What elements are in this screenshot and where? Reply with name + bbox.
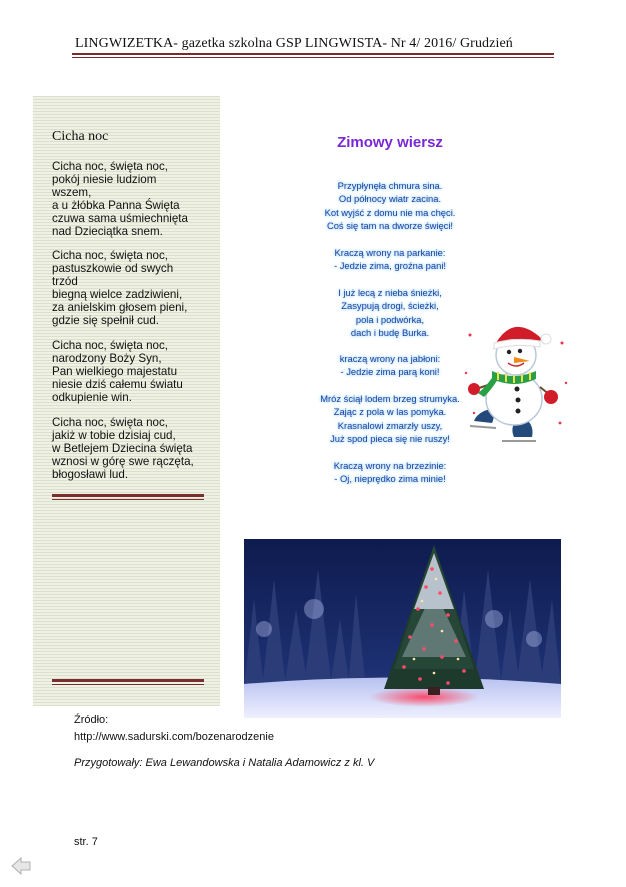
source-url: http://www.sadurski.com/bozenarodzenie bbox=[74, 731, 274, 743]
source-label: Źródło: bbox=[74, 714, 109, 726]
header-divider bbox=[72, 53, 554, 55]
credits-text: Przygotowały: Ewa Lewandowska i Natalia Adamowicz z kl. V bbox=[74, 757, 375, 769]
sidebar-stanza-4: Cicha noc, święta noc, jakiż w tobie dzisiaj cud, w Betlejem Dziecina święta wznosi w górę swe rączęta, błogosławi lud. bbox=[52, 416, 194, 481]
sidebar-divider-bottom bbox=[52, 679, 204, 682]
back-arrow-icon[interactable] bbox=[10, 856, 32, 876]
winter-stanza-1: Przypłynęła chmura sina. Od północy wiatr zacina. Kot wyjść z domu nie ma chęci. Coś się tam na dworze święci! bbox=[324, 180, 456, 232]
sidebar-stanza-3: Cicha noc, święta noc, narodzony Boży Syn, Pan wielkiego majestatu niesie dziś całemu światu odkupienie win. bbox=[52, 339, 183, 404]
sidebar-poem-title: Cicha noc bbox=[52, 129, 109, 144]
christmas-tree-photo bbox=[244, 539, 561, 718]
sidebar-divider-top bbox=[52, 494, 204, 497]
newsletter-header-title: LINGWIZETKA- gazetka szkolna GSP LINGWISTA- Nr 4/ 2016/ Grudzień bbox=[75, 36, 513, 51]
winter-stanza-6: Kraczą wrony na brzezinie: - Oj, nieprędko zima minie! bbox=[333, 460, 447, 485]
winter-stanza-2: Kraczą wrony na parkanie: - Jedzie zima, groźna pani! bbox=[333, 247, 447, 272]
winter-stanza-4: kraczą wrony na jabłoni: - Jedzie zima parą koni! bbox=[339, 353, 441, 378]
sidebar-stanza-2: Cicha noc, święta noc, pastuszkowie od swych trzód biegną wielce zadziwieni, za anielskim głosem pieni, gdzie się spełnił cud. bbox=[52, 249, 188, 327]
winter-stanza-5: Mróz ściął lodem brzeg strumyka. Zając z pola w las pomyka. Krasnalowi zmarzły uszy, Już spod pieca się nie ruszy! bbox=[320, 393, 460, 445]
header-divider-thin bbox=[72, 57, 554, 58]
sidebar-divider-bottom-thin bbox=[52, 684, 204, 685]
winter-stanza-3: I już lecą z nieba śnieżki, Zasypują drogi, ścieżki, pola i podwórka, dach i budę Burka. bbox=[338, 287, 442, 339]
winter-poem-title: Zimowy wiersz bbox=[337, 134, 443, 151]
snowman-icon bbox=[462, 313, 570, 449]
sidebar-stanza-1: Cicha noc, święta noc, pokój niesie ludziom wszem, a u żłóbka Panna Święta czuwa sama uśmiechnięta nad Dzieciątka snem. bbox=[52, 160, 188, 238]
sidebar-divider-top-thin bbox=[52, 499, 204, 500]
page-number: str. 7 bbox=[74, 836, 98, 848]
